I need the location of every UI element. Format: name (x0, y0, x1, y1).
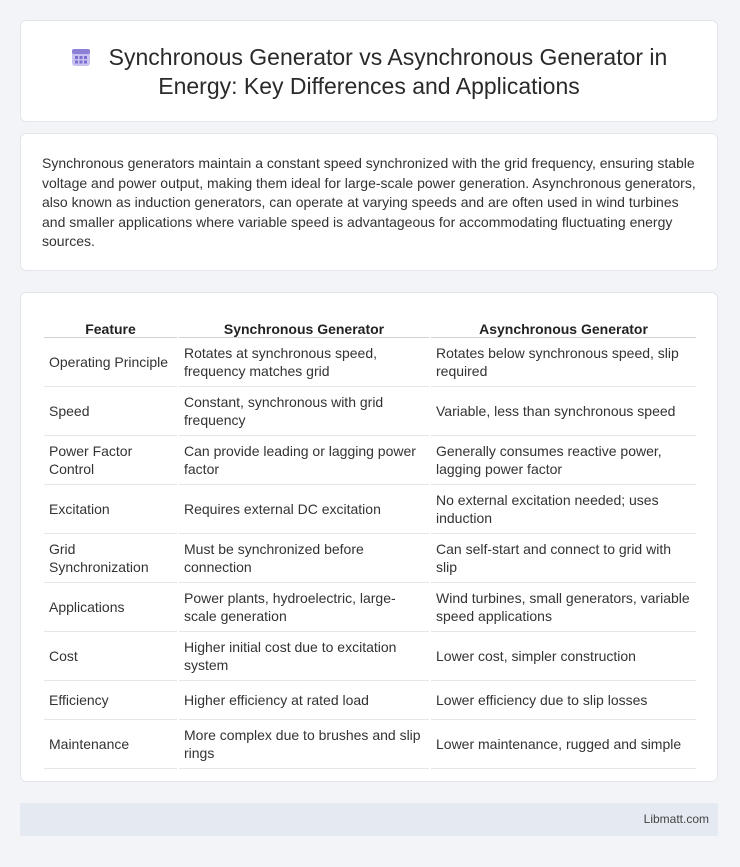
feature-cell: Excitation (44, 485, 177, 534)
comparison-table (42, 315, 698, 769)
column-header-synchronous: Synchronous Generator (179, 315, 429, 338)
table-row (44, 632, 696, 681)
synchronous-cell: Requires external DC excitation (179, 485, 429, 534)
table-row (44, 583, 696, 632)
intro-card (20, 133, 718, 271)
asynchronous-cell: Variable, less than synchronous speed (431, 387, 696, 436)
synchronous-cell: Can provide leading or lagging power factor (179, 436, 429, 485)
footer-bar (20, 803, 718, 836)
feature-cell: Maintenance (44, 720, 177, 769)
synchronous-cell: Rotates at synchronous speed, frequency matches grid (179, 338, 429, 387)
feature-cell: Grid Synchronization (44, 534, 177, 583)
table-header-row (44, 315, 696, 338)
title-line-2: Energy: Key Differences and Applications (158, 73, 580, 99)
asynchronous-cell: No external excitation needed; uses induction (431, 485, 696, 534)
synchronous-cell: Power plants, hydroelectric, large-scale generation (179, 583, 429, 632)
table-row (44, 720, 696, 769)
feature-cell: Power Factor Control (44, 436, 177, 485)
asynchronous-cell: Rotates below synchronous speed, slip required (431, 338, 696, 387)
title-card (20, 20, 718, 122)
synchronous-cell: Must be synchronized before connection (179, 534, 429, 583)
column-header-asynchronous: Asynchronous Generator (431, 315, 696, 338)
feature-cell: Efficiency (44, 681, 177, 720)
synchronous-cell: Constant, synchronous with grid frequency (179, 387, 429, 436)
table-row (44, 436, 696, 485)
table-row (44, 681, 696, 720)
asynchronous-cell: Lower cost, simpler construction (431, 632, 696, 681)
intro-paragraph: Synchronous generators maintain a constant speed synchronized with the grid frequency, ensuring stable voltage and power output, making them ideal for large-scale power generation. Asynchronous generators, also known as induction generators, can operate at varying speeds and are often used in wind turbines and smaller applications where variable speed is advantageous for accommodating fluctuating energy sources. (42, 155, 696, 250)
feature-cell: Speed (44, 387, 177, 436)
asynchronous-cell: Lower efficiency due to slip losses (431, 681, 696, 720)
calendar-grid-icon (71, 47, 91, 67)
table-row (44, 534, 696, 583)
synchronous-cell: Higher initial cost due to excitation system (179, 632, 429, 681)
asynchronous-cell: Lower maintenance, rugged and simple (431, 720, 696, 769)
feature-cell: Applications (44, 583, 177, 632)
table-row (44, 485, 696, 534)
asynchronous-cell: Wind turbines, small generators, variable speed applications (431, 583, 696, 632)
asynchronous-cell: Can self-start and connect to grid with slip (431, 534, 696, 583)
table-row (44, 387, 696, 436)
title-line-1: Synchronous Generator vs Asynchronous Generator in (108, 44, 668, 70)
footer-site-link[interactable]: Libmatt.com (643, 812, 709, 826)
table-row (44, 338, 696, 387)
page-title (21, 43, 717, 101)
synchronous-cell: More complex due to brushes and slip rings (179, 720, 429, 769)
column-header-feature: Feature (44, 315, 177, 338)
synchronous-cell: Higher efficiency at rated load (179, 681, 429, 720)
feature-cell: Cost (44, 632, 177, 681)
asynchronous-cell: Generally consumes reactive power, lagging power factor (431, 436, 696, 485)
feature-cell: Operating Principle (44, 338, 177, 387)
comparison-card (20, 292, 718, 782)
